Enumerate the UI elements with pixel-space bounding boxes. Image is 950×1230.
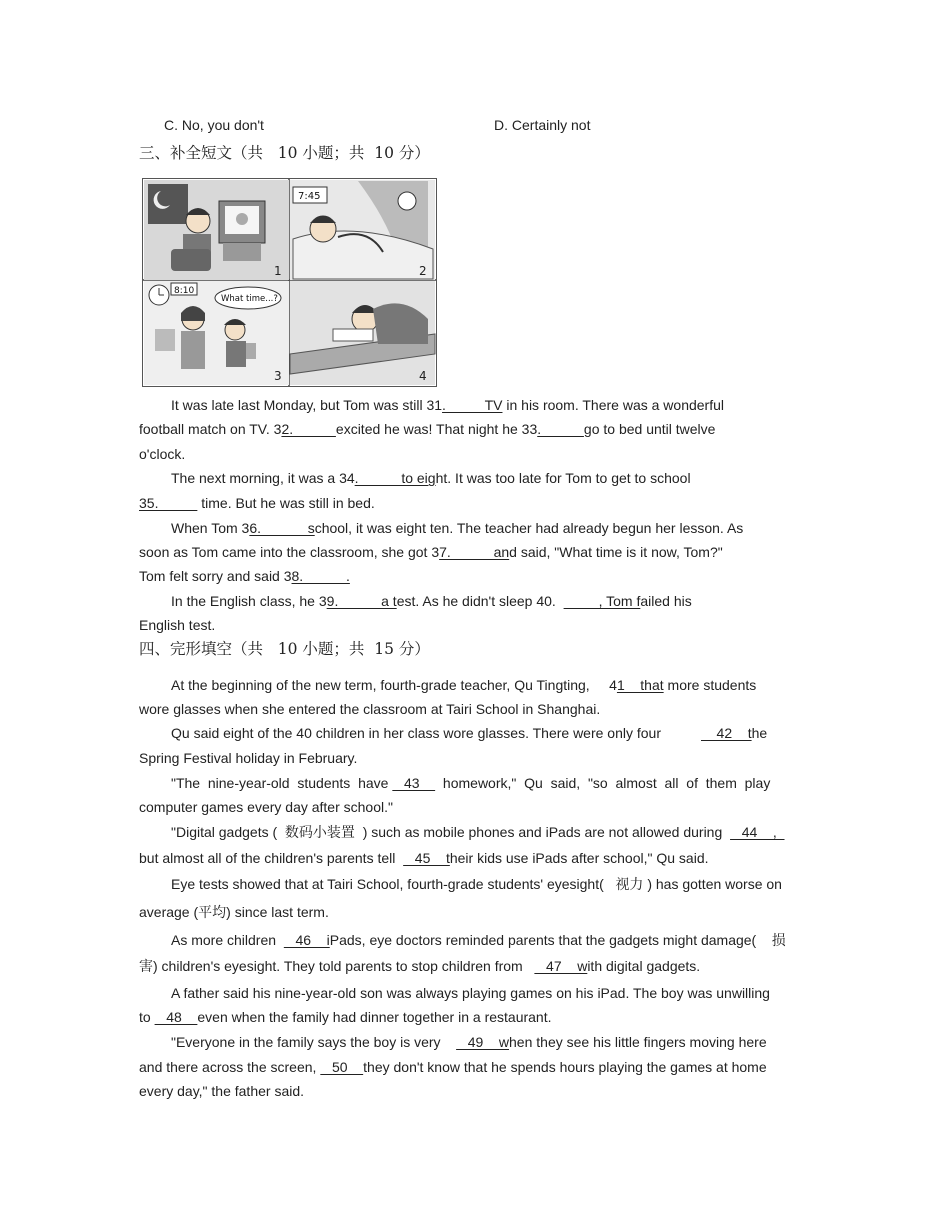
s4-p2: Qu said eight of the 40 children in her class wore glasses. There were only four 42 the xyxy=(171,725,768,741)
s4-p6: As more children 46 iPads, eye doctors reminded parents that the gadgets might damage( 损 xyxy=(171,932,786,949)
s4-p7: A father said his nine-year-old son was always playing games on his iPad. The boy was unwilling xyxy=(171,985,770,1001)
comic-figure xyxy=(142,178,437,387)
s4-p5b: average (平均) since last term. xyxy=(139,904,329,921)
svg-text:4: 4 xyxy=(419,369,427,383)
s3-line-8: Tom felt sorry and said 38. . xyxy=(139,568,350,584)
s4-p4: "Digital gadgets ( 数码小装置 ) such as mobile phones and iPads are not allowed during 44 , xyxy=(171,824,785,841)
blank-48[interactable]: 48 xyxy=(154,1009,198,1025)
panel-2-bed xyxy=(290,180,435,280)
blank-45[interactable]: 45 t xyxy=(403,850,450,866)
svg-text:What time...?: What time...? xyxy=(221,294,278,304)
s4-p8b: and there across the screen, 50 they don't know that he spends hours playing the games at home xyxy=(139,1059,767,1075)
s4-p6b: 害) children's eyesight. They told parents to stop children from 47 with digital gadgets. xyxy=(139,958,701,975)
blank-47[interactable]: 47 w xyxy=(534,958,588,974)
blank-33[interactable]: . xyxy=(537,421,584,437)
option-c: C. No, you don't xyxy=(164,117,264,133)
s4-p3b: computer games every day after school." xyxy=(139,799,393,815)
svg-text:7:45: 7:45 xyxy=(298,191,321,202)
s4-p2b: Spring Festival holiday in February. xyxy=(139,750,358,766)
panel-3-classroom xyxy=(144,281,289,385)
s4-p7b: to 48 even when the family had dinner together in a restaurant. xyxy=(139,1009,552,1025)
blank-50[interactable]: 50 xyxy=(320,1059,364,1075)
s4-p3: "The nine-year-old students have 43 homework," Qu said, "so almost all of them play xyxy=(171,775,771,791)
svg-text:2: 2 xyxy=(419,264,427,278)
blank-42[interactable]: 42 t xyxy=(701,725,752,741)
svg-text:1: 1 xyxy=(274,264,282,278)
svg-text:8:10: 8:10 xyxy=(174,286,195,296)
blank-40[interactable]: , Tom f xyxy=(563,593,641,609)
s3-line-10: English test. xyxy=(139,617,216,633)
s3-line-1: It was late last Monday, but Tom was still 31. TV in his room. There was a wonderful xyxy=(171,397,724,413)
s3-line-2: football match on TV. 32. excited he was! That night he 33. go to bed until twelve xyxy=(139,421,716,437)
s4-p8: "Everyone in the family says the boy is very 49 when they see his little fingers moving here xyxy=(171,1034,767,1050)
s3-line-3: o'clock. xyxy=(139,446,186,462)
blank-41[interactable]: 1 that xyxy=(616,677,664,693)
blank-36[interactable]: 6. s xyxy=(249,520,315,536)
s4-p8c: every day," the father said. xyxy=(139,1083,305,1099)
panel-1-tv xyxy=(144,180,289,280)
blank-35[interactable]: 35. xyxy=(139,495,198,511)
blank-49[interactable]: 49 w xyxy=(456,1034,510,1050)
s3-line-5: 35. time. But he was still in bed. xyxy=(139,495,375,511)
blank-34[interactable]: . to eig xyxy=(354,470,436,486)
s4-p5: Eye tests showed that at Tairi School, fourth-grade students' eyesight( 视力 ) has gotten worse on xyxy=(171,876,782,893)
blank-38[interactable]: 8. . xyxy=(291,568,350,584)
blank-43[interactable]: 43 xyxy=(392,775,436,791)
section4-heading: 四、完形填空（共 10 小题；共 15 分） xyxy=(139,640,430,658)
s3-line-9: In the English class, he 39. a test. As he didn't sleep 40. , Tom failed his xyxy=(171,593,692,609)
blank-32[interactable]: 2. xyxy=(281,421,336,437)
section3-heading: 三、补全短文（共 10 小题；共 10 分） xyxy=(139,144,430,162)
s3-line-4: The next morning, it was a 34. to eight. It was too late for Tom to get to school xyxy=(171,470,691,486)
blank-46[interactable]: 46 i xyxy=(283,932,330,948)
blank-44[interactable]: 44 , xyxy=(730,824,785,840)
s4-p4b: but almost all of the children's parents tell 45 their kids use iPads after school," Qu said. xyxy=(139,850,709,866)
panel-4-sleeping xyxy=(290,281,435,385)
blank-31[interactable]: . TV xyxy=(442,397,503,413)
s3-line-7: soon as Tom came into the classroom, she got 37. and said, "What time is it now, Tom?" xyxy=(139,544,723,560)
s4-p1b: wore glasses when she entered the classroom at Tairi School in Shanghai. xyxy=(139,701,601,717)
blank-37[interactable]: 7. an xyxy=(439,544,510,560)
svg-text:3: 3 xyxy=(274,369,282,383)
s4-p1: At the beginning of the new term, fourth-grade teacher, Qu Tingting, 41 that more students xyxy=(171,677,757,693)
option-d: D. Certainly not xyxy=(494,117,591,133)
s3-line-6: When Tom 36. school, it was eight ten. The teacher had already begun her lesson. As xyxy=(171,520,744,536)
blank-39[interactable]: 9. a t xyxy=(326,593,397,609)
